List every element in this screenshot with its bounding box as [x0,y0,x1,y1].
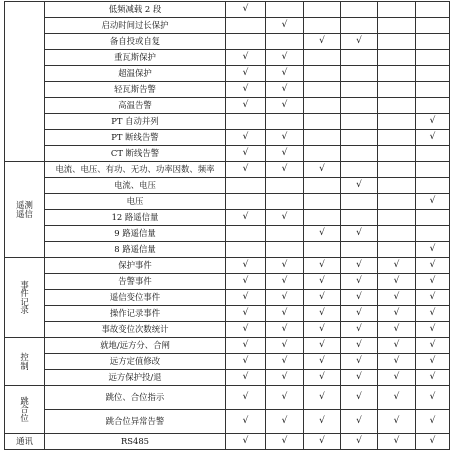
function-name-cell: 事故变位次数统计 [45,322,226,338]
function-name-cell: 启动时间过长保护 [45,18,226,34]
check-mark-cell: √ [378,322,416,338]
check-mark-cell: √ [226,410,266,434]
table-row [5,34,450,50]
check-mark-cell: √ [304,354,341,370]
check-mark-cell [304,98,341,114]
feature-matrix-table [4,1,450,450]
table-row [5,410,450,434]
check-mark-cell: √ [226,274,266,290]
check-mark-cell: √ [341,306,378,322]
table-row [5,290,450,306]
check-mark-cell: √ [304,306,341,322]
check-mark-cell: √ [416,130,450,146]
check-mark-cell: √ [341,338,378,354]
check-mark-cell: √ [266,306,304,322]
function-name-cell: 跳位、合位指示 [45,386,226,410]
check-mark-cell [416,226,450,242]
check-mark-cell [304,18,341,34]
check-mark-cell: √ [226,98,266,114]
check-mark-cell: √ [416,410,450,434]
check-mark-cell [341,114,378,130]
check-mark-cell: √ [266,338,304,354]
table-row [5,162,450,178]
check-mark-cell [378,66,416,82]
check-mark-cell: √ [226,434,266,450]
check-mark-cell: √ [378,434,416,450]
check-mark-cell [304,178,341,194]
function-name-cell: PT 断线告警 [45,130,226,146]
check-mark-cell: √ [341,274,378,290]
check-mark-cell: √ [266,370,304,386]
check-mark-cell: √ [226,2,266,18]
check-mark-cell: √ [416,194,450,210]
table-row [5,18,450,34]
check-mark-cell: √ [341,258,378,274]
category-label-line: 控 [20,352,29,363]
check-mark-cell [226,226,266,242]
check-mark-cell [226,242,266,258]
category-label-line: 位 [20,412,29,423]
check-mark-cell: √ [341,410,378,434]
check-mark-cell: √ [226,354,266,370]
function-name-cell: CT 断线告警 [45,146,226,162]
check-mark-cell [416,82,450,98]
function-name-cell: 电流、电压、有功、无功、功率因数、频率 [45,162,226,178]
check-mark-cell: √ [226,258,266,274]
check-mark-cell [341,194,378,210]
check-mark-cell: √ [266,322,304,338]
table-row [5,82,450,98]
check-mark-cell: √ [226,290,266,306]
check-mark-cell: √ [416,114,450,130]
check-mark-cell [416,50,450,66]
check-mark-cell: √ [266,50,304,66]
check-mark-cell: √ [266,18,304,34]
check-mark-cell [304,194,341,210]
check-mark-cell: √ [416,386,450,410]
check-mark-cell [266,242,304,258]
function-name-cell: 备自投或自复 [45,34,226,50]
check-mark-cell [341,66,378,82]
check-mark-cell: √ [226,370,266,386]
check-mark-cell [304,50,341,66]
category-cell [5,162,45,258]
function-name-cell: RS485 [45,434,226,450]
check-mark-cell: √ [226,306,266,322]
table-row [5,226,450,242]
check-mark-cell [266,2,304,18]
function-name-cell: 保护事件 [45,258,226,274]
function-name-cell: 重瓦斯保护 [45,50,226,66]
category-cell [5,258,45,338]
check-mark-cell [416,162,450,178]
function-name-cell: 告警事件 [45,274,226,290]
check-mark-cell [416,210,450,226]
check-mark-cell [416,146,450,162]
check-mark-cell: √ [226,66,266,82]
function-name-cell: 低频减载 2 段 [45,2,226,18]
function-name-cell: 超温保护 [45,66,226,82]
table-row [5,386,450,410]
check-mark-cell [378,146,416,162]
check-mark-cell: √ [378,370,416,386]
check-mark-cell: √ [266,210,304,226]
table-row [5,194,450,210]
check-mark-cell [378,114,416,130]
feature-matrix-body [5,2,450,450]
check-mark-cell: √ [304,386,341,410]
function-name-cell: PT 自动并列 [45,114,226,130]
category-label-line: 合 [20,404,29,415]
check-mark-cell: √ [416,338,450,354]
check-mark-cell [266,226,304,242]
check-mark-cell: √ [226,50,266,66]
check-mark-cell: √ [304,434,341,450]
table-row [5,98,450,114]
function-name-cell: 遥信变位事件 [45,290,226,306]
table-row [5,210,450,226]
table-row [5,354,450,370]
table-row [5,306,450,322]
check-mark-cell: √ [226,130,266,146]
check-mark-cell [304,146,341,162]
table-row [5,274,450,290]
check-mark-cell [341,162,378,178]
check-mark-cell [304,2,341,18]
check-mark-cell [341,18,378,34]
check-mark-cell: √ [304,34,341,50]
check-mark-cell [266,114,304,130]
function-name-cell: 电流、电压 [45,178,226,194]
check-mark-cell [416,2,450,18]
table-row [5,370,450,386]
check-mark-cell [378,210,416,226]
table-row [5,434,450,450]
check-mark-cell: √ [341,434,378,450]
check-mark-cell: √ [341,226,378,242]
check-mark-cell [341,146,378,162]
check-mark-cell: √ [226,322,266,338]
category-cell [5,2,45,162]
check-mark-cell [378,194,416,210]
check-mark-cell [226,114,266,130]
check-mark-cell: √ [266,386,304,410]
check-mark-cell: √ [341,386,378,410]
check-mark-cell: √ [266,434,304,450]
check-mark-cell: √ [266,274,304,290]
check-mark-cell: √ [416,258,450,274]
check-mark-cell: √ [416,306,450,322]
check-mark-cell: √ [416,434,450,450]
check-mark-cell: √ [416,274,450,290]
check-mark-cell: √ [266,66,304,82]
category-cell [5,434,45,450]
category-cell [5,386,45,434]
category-label-line: 通讯 [16,436,33,447]
check-mark-cell: √ [226,146,266,162]
check-mark-cell: √ [378,354,416,370]
table-row [5,242,450,258]
category-label-line: 制 [20,360,29,371]
function-name-cell: 就地/远方分、合闸 [45,338,226,354]
check-mark-cell [341,242,378,258]
category-label-line: 事 [20,279,29,290]
check-mark-cell: √ [378,258,416,274]
check-mark-cell: √ [378,306,416,322]
check-mark-cell [416,66,450,82]
function-name-cell: 9 路遥信量 [45,226,226,242]
check-mark-cell: √ [416,242,450,258]
table-row [5,258,450,274]
check-mark-cell [304,66,341,82]
check-mark-cell: √ [416,322,450,338]
check-mark-cell: √ [304,410,341,434]
function-name-cell: 电压 [45,194,226,210]
category-label-line: 遥信 [16,208,33,219]
table-row [5,338,450,354]
check-mark-cell: √ [341,34,378,50]
check-mark-cell [416,98,450,114]
check-mark-cell: √ [266,290,304,306]
table-row [5,178,450,194]
check-mark-cell: √ [304,338,341,354]
check-mark-cell: √ [226,386,266,410]
function-name-cell: 跳合位异常告警 [45,410,226,434]
table-row [5,114,450,130]
table-row [5,50,450,66]
function-name-cell: 操作记录事件 [45,306,226,322]
check-mark-cell [378,98,416,114]
check-mark-cell [266,194,304,210]
check-mark-cell [378,50,416,66]
check-mark-cell: √ [341,322,378,338]
check-mark-cell [304,130,341,146]
check-mark-cell: √ [341,370,378,386]
check-mark-cell [341,50,378,66]
check-mark-cell: √ [226,82,266,98]
check-mark-cell: √ [304,226,341,242]
check-mark-cell [304,82,341,98]
category-label-line: 件 [20,288,29,299]
check-mark-cell [341,130,378,146]
table-row [5,2,450,18]
category-cell [5,338,45,386]
category-label-line: 记 [20,296,29,307]
check-mark-cell: √ [266,410,304,434]
check-mark-cell [226,18,266,34]
check-mark-cell [378,226,416,242]
function-name-cell: 8 路遥信量 [45,242,226,258]
table-row [5,146,450,162]
check-mark-cell: √ [266,162,304,178]
check-mark-cell: √ [378,386,416,410]
table-row [5,130,450,146]
check-mark-cell: √ [341,354,378,370]
check-mark-cell [266,34,304,50]
check-mark-cell [341,210,378,226]
function-name-cell: 轻瓦斯告警 [45,82,226,98]
check-mark-cell [416,18,450,34]
check-mark-cell: √ [378,410,416,434]
check-mark-cell [341,98,378,114]
category-label-line: 录 [20,304,29,315]
check-mark-cell: √ [266,130,304,146]
check-mark-cell [341,82,378,98]
check-mark-cell: √ [416,354,450,370]
function-name-cell: 远方保护投/退 [45,370,226,386]
check-mark-cell: √ [416,370,450,386]
function-name-cell: 高温告警 [45,98,226,114]
check-mark-cell: √ [226,162,266,178]
check-mark-cell [304,114,341,130]
check-mark-cell [378,18,416,34]
check-mark-cell: √ [416,290,450,306]
check-mark-cell [378,162,416,178]
check-mark-cell [378,178,416,194]
check-mark-cell: √ [378,338,416,354]
check-mark-cell [378,2,416,18]
check-mark-cell: √ [226,338,266,354]
check-mark-cell [378,130,416,146]
check-mark-cell: √ [341,178,378,194]
check-mark-cell [416,34,450,50]
check-mark-cell: √ [266,354,304,370]
table-row [5,322,450,338]
check-mark-cell [378,34,416,50]
category-label-line: 遥测 [16,200,33,211]
check-mark-cell: √ [378,290,416,306]
function-name-cell: 12 路遥信量 [45,210,226,226]
check-mark-cell: √ [266,82,304,98]
check-mark-cell [226,34,266,50]
check-mark-cell [304,210,341,226]
check-mark-cell [378,82,416,98]
check-mark-cell: √ [266,146,304,162]
check-mark-cell: √ [341,290,378,306]
check-mark-cell: √ [304,258,341,274]
table-row [5,66,450,82]
check-mark-cell [226,178,266,194]
check-mark-cell: √ [304,370,341,386]
check-mark-cell [416,178,450,194]
check-mark-cell: √ [304,322,341,338]
function-name-cell: 远方定值修改 [45,354,226,370]
check-mark-cell: √ [304,274,341,290]
check-mark-cell: √ [304,290,341,306]
check-mark-cell [304,242,341,258]
category-label-line: 跳 [20,395,29,406]
check-mark-cell: √ [378,274,416,290]
check-mark-cell: √ [266,258,304,274]
check-mark-cell: √ [226,210,266,226]
check-mark-cell [341,2,378,18]
feature-table-sheet [4,1,449,447]
check-mark-cell [378,242,416,258]
check-mark-cell: √ [266,98,304,114]
check-mark-cell [226,194,266,210]
check-mark-cell [266,178,304,194]
check-mark-cell: √ [304,162,341,178]
